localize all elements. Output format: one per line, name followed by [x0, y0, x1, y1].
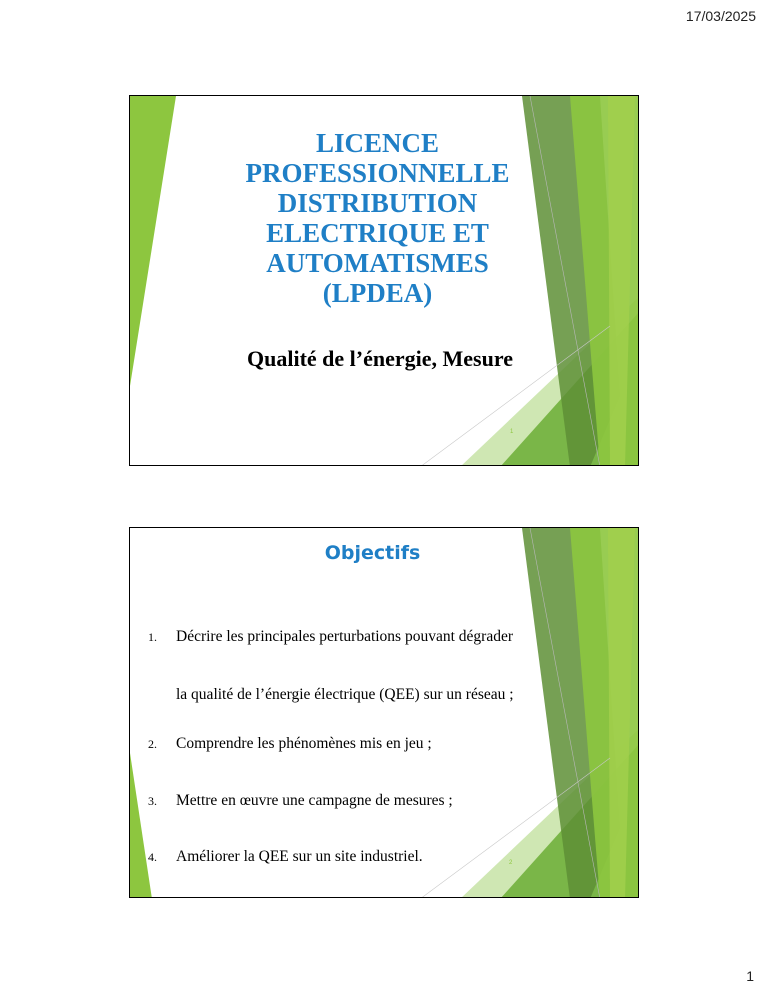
slide-1-title: [200, 128, 555, 308]
item-text: Décrire les principales perturbations pouvant dégrader: [176, 628, 513, 645]
objective-item-2: [148, 735, 432, 753]
title-line: ELECTRIQUE ET: [266, 218, 489, 248]
title-line: DISTRIBUTION: [277, 188, 478, 218]
print-date: 17/03/2025: [685, 8, 756, 24]
item-text: Comprendre les phénomènes mis en jeu ;: [176, 735, 432, 752]
slide-1: [129, 95, 639, 466]
title-line: (LPDEA): [322, 278, 433, 308]
item-text: Mettre en œuvre une campagne de mesures ;: [176, 792, 453, 809]
slide-2-title: Objectifs: [324, 542, 421, 564]
slide-2-number: 2: [509, 860, 513, 866]
slide-1-number: 1: [510, 429, 514, 435]
title-line: PROFESSIONNELLE: [245, 158, 510, 188]
objective-item-3: [148, 792, 453, 810]
slide-2: [129, 527, 639, 898]
objective-item-4: [148, 848, 423, 866]
slide-1-subtitle: Qualité de l’énergie, Mesure: [247, 346, 513, 371]
slide-2-decoration: [130, 528, 639, 898]
item-number: 1.: [148, 630, 157, 644]
objective-item-1: [148, 628, 513, 646]
page-number: 1: [746, 968, 754, 984]
objective-item-1-continuation: la qualité de l’énergie électrique (QEE) sur un réseau ;: [176, 686, 514, 703]
item-number: 3.: [148, 794, 157, 808]
title-line: AUTOMATISMES: [266, 248, 489, 278]
item-number: 4.: [148, 850, 157, 864]
left-green-wedge: [130, 753, 152, 898]
item-number: 2.: [148, 737, 157, 751]
item-text: Améliorer la QEE sur un site industriel.: [176, 848, 423, 865]
title-line: LICENCE: [315, 128, 440, 158]
left-green-wedge: [130, 96, 176, 386]
